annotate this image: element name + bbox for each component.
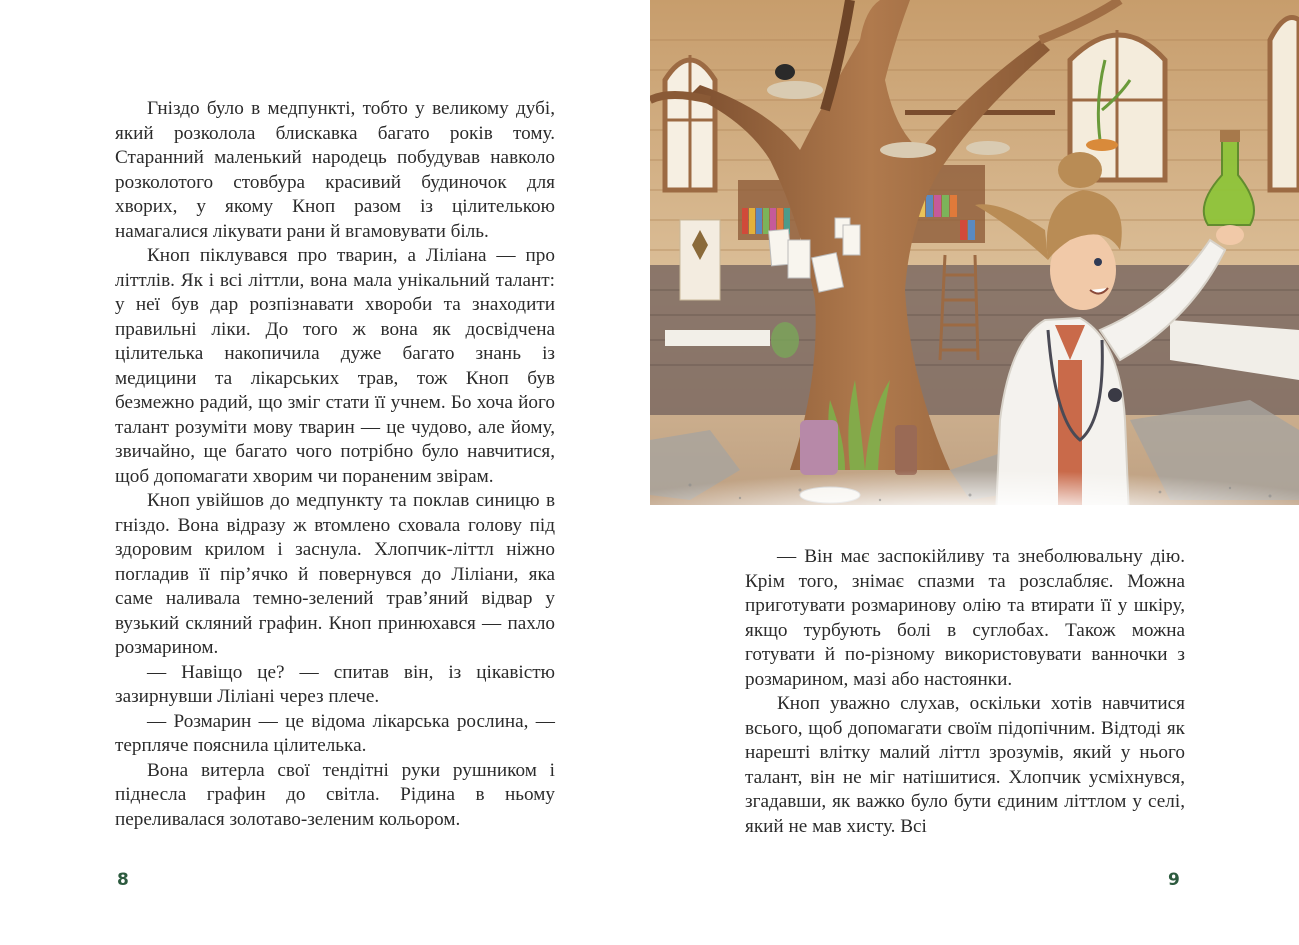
dialogue-line: — Він має заспокійливу та знеболювальну дію. Крім того, знімає спазми та розслабляє. Можна приготувати розмаринову олію та втирати її у шкіру, якщо турбують болі в суглобах. Також можна готувати й по-різному використовувати ванночки з розмарином, мазі або настоянки.: [745, 546, 1185, 690]
page-number-left: 8: [117, 870, 129, 890]
right-page-text: [745, 545, 1185, 839]
paragraph: Вона витерла свої тендітні руки рушником і піднесла графин до світла. Рідина в ньому переливалася золотаво-зеленим кольором.: [115, 759, 555, 830]
illustration-healer-tree: [650, 0, 1299, 540]
paragraph: Кноп уважно слухав, оскільки хотів навчитися всього, щоб допомагати своїм підопічним. Відтоді як нарешті влітку малий літтл зрозумів, який у нього талант, він не міг натішитися. Хлопчик усміхнувся, згадавши, як важко було бути єдиним літтлом у селі, який не мав хисту. Всі: [745, 693, 1185, 837]
paragraph: Кноп увійшов до медпункту та поклав синицю в гніздо. Вона відразу ж втомлено сховала голову під здоровим крилом і заснула. Хлопчик-літтл ніжно погладив її пір’ячко й повернувся до Ліліани, яка саме наливала темно-зелений трав’яний відвар у вузький скляний графин. Кноп принюхався — пахло розмарином.: [115, 490, 555, 658]
dialogue-line: — Розмарин — це відома лікарська рослина, — терпляче пояснила цілителька.: [115, 710, 555, 756]
left-page-text: [115, 97, 555, 832]
page-number-right: 9: [1168, 870, 1180, 890]
paragraph: Кноп піклувався про тварин, а Ліліана — про літтлів. Як і всі літтли, вона мала унікальний талант: у неї був дар розпізнавати хвороби та знаходити правильні ліки. До того ж вона як досвідчена цілителька накопичила дуже багато знань із медицини та лікарських трав, тож Кноп був безмежно радий, що зміг стати її учнем. Бо хоча його талант розуміти мову тварин — це чудово, але йому, звичайно, ще багато чого потрібно було навчитися, щоб допомагати хворим чи пораненим звірам.: [115, 245, 555, 487]
dialogue-line: — Навіщо це? — спитав він, із цікавістю зазирнувши Ліліані через плече.: [115, 661, 555, 707]
paragraph: Гніздо було в медпункті, тобто у великому дубі, який розколола блискавка багато років тому. Старанний маленький народець побудував навколо розколотого стовбура красивий будиночок для хворих, у якому Кноп разом із цілителькою намагалися лікувати рани й вгамовувати біль.: [115, 98, 555, 242]
